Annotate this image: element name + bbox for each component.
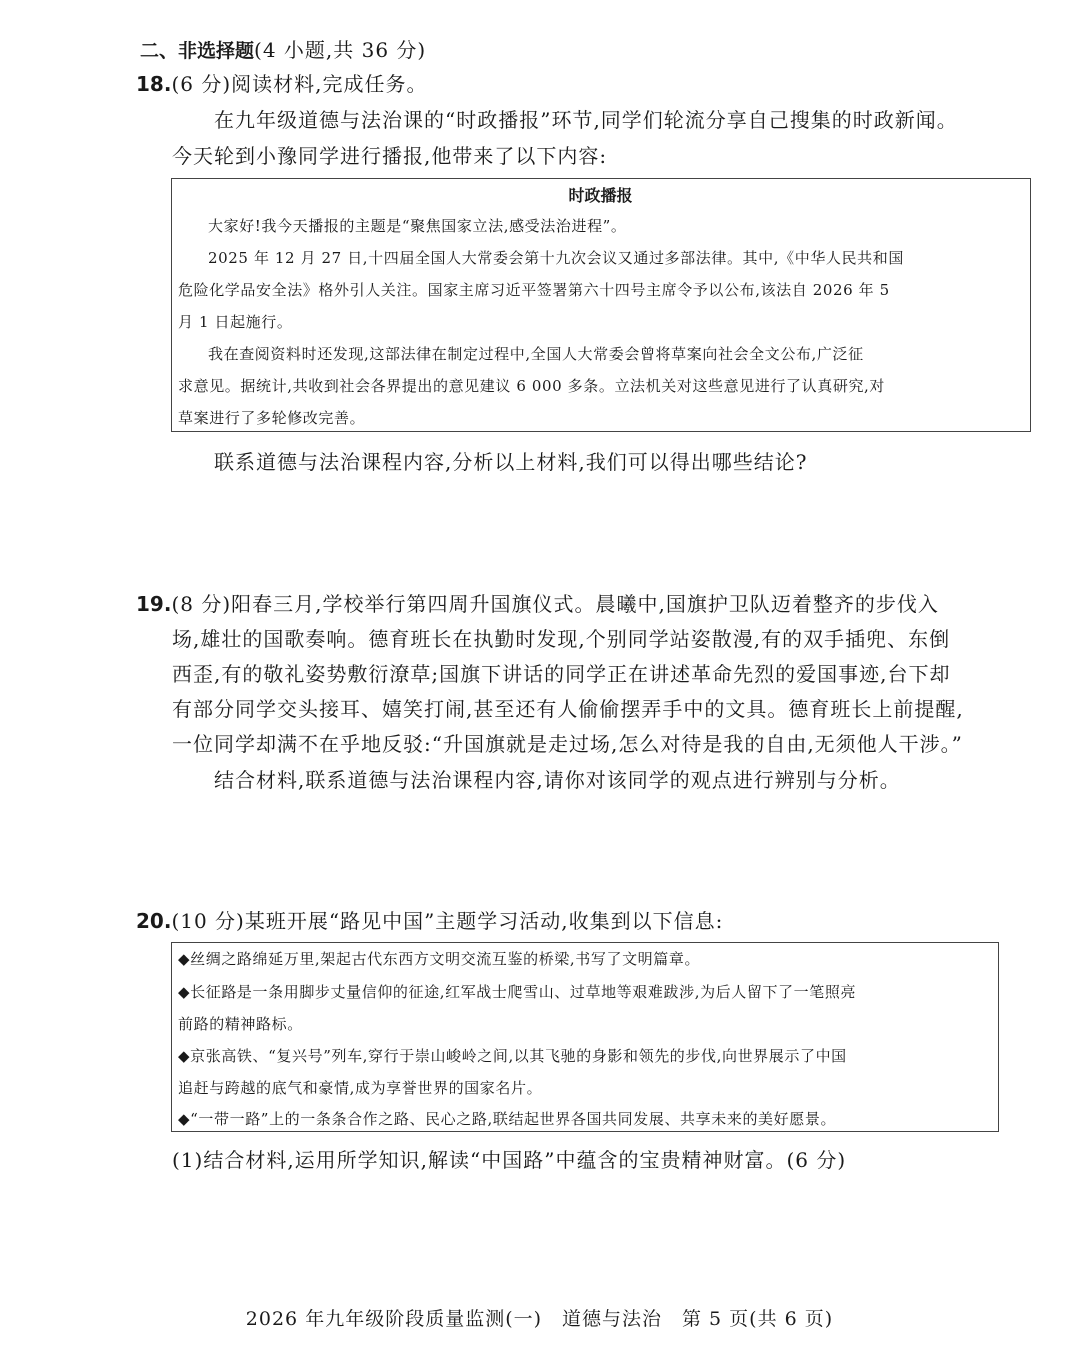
q18-box-line: 求意见。据统计,共收到社会各界提出的意见建议 6 000 多条。立法机关对这些意见进行了认真研究,对 [178,377,886,395]
q20-box-line: ◆长征路是一条用脚步丈量信仰的征途,红军战士爬雪山、过草地等艰难跋涉,为后人留下了一笔照亮 [178,983,857,1001]
q19-question: 结合材料,联系道德与法治课程内容,请你对该同学的观点进行辨别与分析。 [214,768,901,792]
q19-line-3: 西歪,有的敬礼姿势敷衍潦草;国旗下讲话的同学正在讲述革命先烈的爱国事迹,台下却 [172,662,951,686]
q18-number: 18. [136,72,172,96]
q18-box-line: 危险化学品安全法》格外引人关注。国家主席习近平签署第六十四号主席令予以公布,该法自 2026 年 5 [178,281,890,299]
q18-question: 联系道德与法治课程内容,分析以上材料,我们可以得出哪些结论? [214,450,808,474]
q20-box-line: ◆丝绸之路绵延万里,架起古代东西方文明交流互鉴的桥梁,书写了文明篇章。 [178,950,701,968]
q18-box-line: 2025 年 12 月 27 日,十四届全国人大常委会第十九次会议又通过多部法律。其中,《中华人民共和国 [208,249,904,267]
q19-line-2: 场,雄壮的国歌奏响。德育班长在执勤时发现,个别同学站姿散漫,有的双手插兜、东倒 [172,627,951,651]
q18-box-line: 月 1 日起施行。 [178,313,293,331]
section-title: 二、非选择题 [140,40,255,62]
q20-box-line: ◆“一带一路”上的一条条合作之路、民心之路,联结起世界各国共同发展、共享未来的美好愿景。 [178,1110,837,1128]
q18-box-line: 我在查阅资料时还发现,这部法律在制定过程中,全国人大常委会曾将草案向社会全文公布,广泛征 [208,345,864,363]
q20-header [136,905,723,934]
q19-number: 19. [136,592,172,616]
q19-line-5: 一位同学却满不在乎地反驳:“升国旗就是走过场,怎么对待是我的自由,无须他人干涉。” [172,732,963,756]
q18-intro-line-1: 在九年级道德与法治课的“时政播报”环节,同学们轮流分享自己搜集的时政新闻。 [214,108,958,132]
q20-prompt: (10 分)某班开展“路见中国”主题学习活动,收集到以下信息: [171,909,724,933]
q19-text: (8 分)阳春三月,学校举行第四周升国旗仪式。晨曦中,国旗护卫队迈着整齐的步伐入 [171,592,939,616]
section-header [140,34,426,63]
q18-box-title: 时政播报 [568,186,633,205]
q18-intro-line-2: 今天轮到小豫同学进行播报,他带来了以下内容: [172,144,608,168]
q20-subquestion-1: (1)结合材料,运用所学知识,解读“中国路”中蕴含的宝贵精神财富。(6 分) [172,1148,847,1172]
q19-line-4: 有部分同学交头接耳、嬉笑打闹,甚至还有人偷偷摆弄手中的文具。德育班长上前提醒, [172,697,964,721]
page-footer: 2026 年九年级阶段质量监测(一) 道德与法治 第 5 页(共 6 页) [245,1308,834,1330]
section-note: (4 小题,共 36 分) [254,38,427,62]
q18-header [136,68,427,97]
q20-box-line: 前路的精神路标。 [178,1015,303,1033]
q20-number: 20. [136,909,172,933]
q18-news-box [171,178,1031,432]
q18-box-line: 草案进行了多轮修改完善。 [178,409,366,427]
q20-info-box [171,942,999,1132]
q20-box-line: 追赶与跨越的底气和豪情,成为享誉世界的国家名片。 [178,1079,543,1097]
q20-box-line: ◆京张高铁、“复兴号”列车,穿行于崇山峻岭之间,以其飞驰的身影和领先的步伐,向世界展示了中国 [178,1047,847,1065]
q19-line-1 [136,588,939,617]
q18-prompt: (6 分)阅读材料,完成任务。 [171,72,428,96]
q18-box-line: 大家好!我今天播报的主题是“聚焦国家立法,感受法治进程”。 [208,217,627,235]
